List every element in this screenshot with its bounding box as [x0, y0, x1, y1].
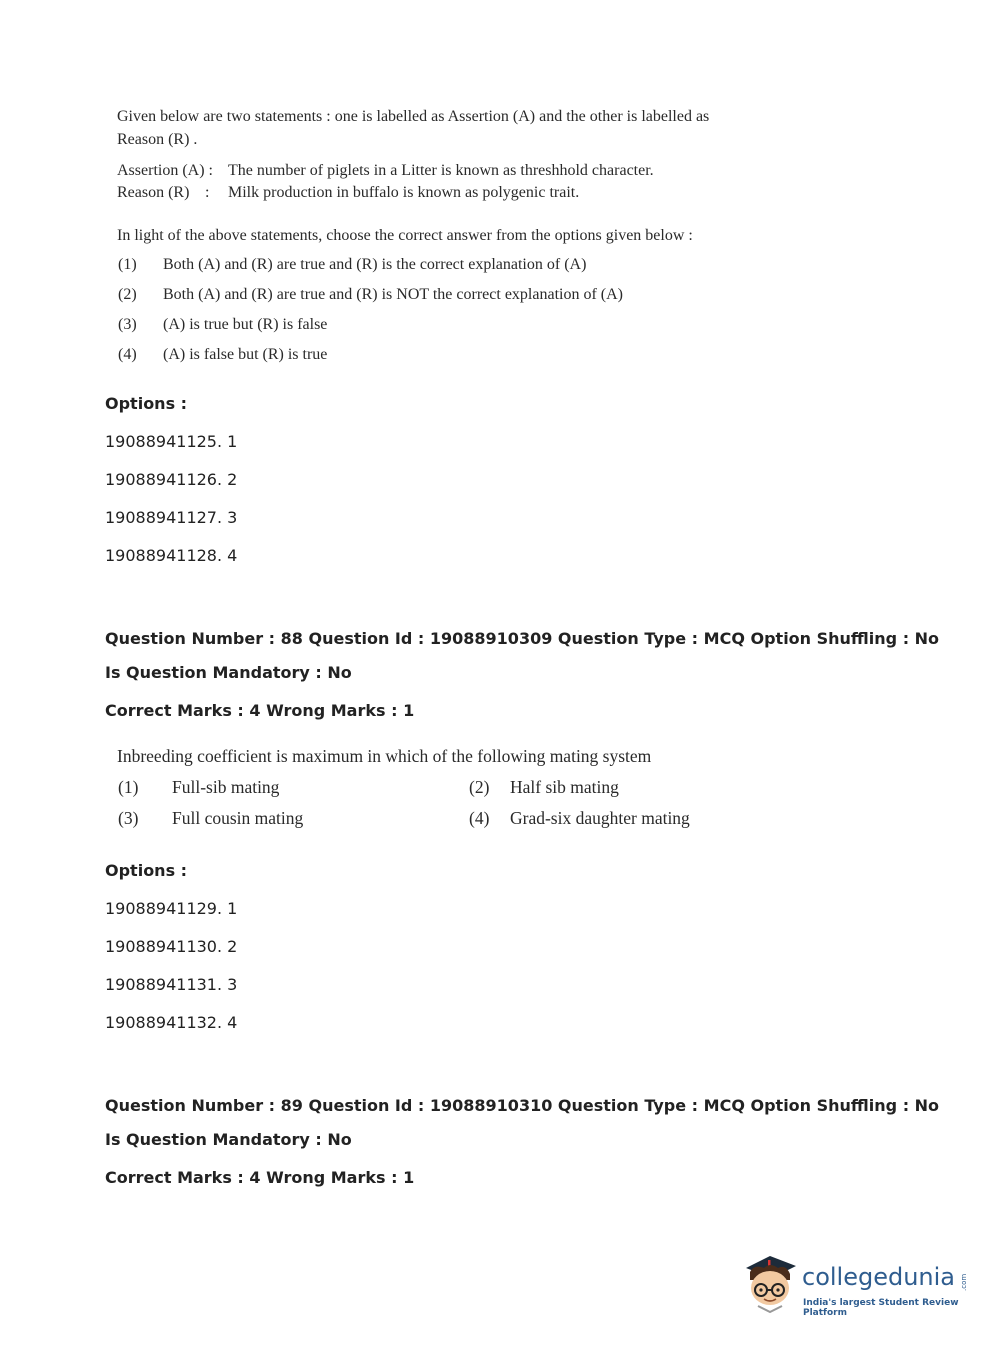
q89-header: Question Number : 89 Question Id : 19088910310 Question Type : MCQ Option Shuffling : No — [105, 1096, 940, 1115]
q89-mandatory: Is Question Mandatory : No — [105, 1130, 352, 1149]
q89-marks: Correct Marks : 4 Wrong Marks : 1 — [105, 1168, 415, 1187]
q87-choice-num: (2) — [118, 286, 137, 303]
q88-mandatory: Is Question Mandatory : No — [105, 663, 352, 682]
q88-choice-text: Full cousin mating — [172, 808, 304, 828]
q87-instruction: In light of the above statements, choose the correct answer from the options given below : — [117, 227, 693, 244]
q88-options-label: Options : — [105, 861, 188, 880]
q87-option: 19088941125. 1 — [105, 432, 238, 451]
q87-options-label: Options : — [105, 394, 188, 413]
q87-assertion-label: Assertion (A) : — [117, 162, 213, 179]
q87-reason-label: Reason (R) — [117, 184, 190, 201]
q87-choice-num: (3) — [118, 316, 137, 333]
q87-option: 19088941128. 4 — [105, 546, 238, 565]
q88-option: 19088941130. 2 — [105, 937, 238, 956]
q88-option: 19088941129. 1 — [105, 899, 238, 918]
q88-header: Question Number : 88 Question Id : 19088910309 Question Type : MCQ Option Shuffling : No — [105, 629, 940, 648]
q88-choice-num: (4) — [469, 808, 490, 828]
q88-choice-text: Grad-six daughter mating — [510, 808, 690, 828]
q87-choice-text: (A) is true but (R) is false — [163, 316, 328, 333]
q88-choice-num: (2) — [469, 777, 490, 797]
q87-choice-num: (1) — [118, 256, 137, 273]
q87-intro-line1: Given below are two statements : one is labelled as Assertion (A) and the other is labelled as — [117, 108, 710, 125]
q87-choice-text: Both (A) and (R) are true and (R) is the correct explanation of (A) — [163, 256, 587, 273]
q87-reason-text: Milk production in buffalo is known as polygenic trait. — [228, 184, 580, 201]
q88-choice-num: (1) — [118, 777, 139, 797]
q88-option: 19088941132. 4 — [105, 1013, 238, 1032]
q87-option: 19088941127. 3 — [105, 508, 238, 527]
q88-option: 19088941131. 3 — [105, 975, 238, 994]
logo-tagline: India's largest Student Review Platform — [803, 1298, 959, 1318]
logo-suffix: .com — [960, 1273, 968, 1291]
logo-name: collegedunia — [802, 1263, 956, 1291]
q88-marks: Correct Marks : 4 Wrong Marks : 1 — [105, 701, 415, 720]
q87-option: 19088941126. 2 — [105, 470, 238, 489]
q88-choice-num: (3) — [118, 808, 139, 828]
q87-intro-line2: Reason (R) . — [117, 131, 198, 148]
q87-choice-num: (4) — [118, 346, 137, 363]
q88-question: Inbreeding coefficient is maximum in which of the following mating system — [117, 746, 652, 766]
mascot-icon — [740, 1250, 802, 1316]
logo-suffix-wrap — [960, 1267, 968, 1295]
q88-choice-text: Half sib mating — [510, 777, 619, 797]
q87-assertion-text: The number of piglets in a Litter is known as threshhold character. — [228, 162, 654, 179]
q88-choice-text: Full-sib mating — [172, 777, 280, 797]
q87-choice-text: (A) is false but (R) is true — [163, 346, 328, 363]
q87-choice-text: Both (A) and (R) are true and (R) is NOT the correct explanation of (A) — [163, 286, 623, 303]
q87-reason-colon: : — [205, 184, 210, 201]
